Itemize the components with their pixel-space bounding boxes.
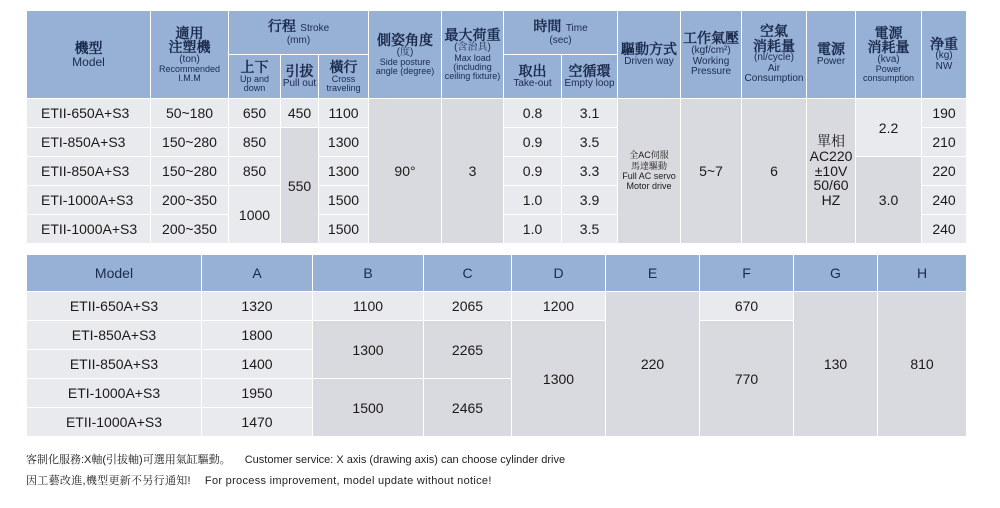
imm-cell: 50~180 bbox=[151, 99, 229, 128]
header-imm: 適用 注塑機 (ton) Recommended I.M.M bbox=[151, 11, 229, 99]
dim-model-cell: ETII-850A+S3 bbox=[27, 350, 202, 379]
dim-a-cell: 1950 bbox=[202, 379, 313, 408]
drive-en: Full AC servo Motor drive bbox=[622, 171, 676, 192]
weight-cell: 220 bbox=[922, 157, 967, 186]
header-drive: 驅動方式 Driven way bbox=[618, 11, 681, 99]
takeout-cell: 0.9 bbox=[504, 157, 562, 186]
dim-f-cell: 770 bbox=[700, 321, 794, 437]
header-pressure: 工作氣壓 (kgf/cm²) Working Pressure bbox=[681, 11, 742, 99]
takeout-cell: 0.9 bbox=[504, 128, 562, 157]
posture-cell: 90° bbox=[369, 99, 442, 244]
model-cell: ETII-850A+S3 bbox=[27, 157, 151, 186]
dim-d-cell: 1200 bbox=[512, 292, 606, 321]
dim-header-g: G bbox=[794, 255, 878, 292]
header-updown: 上下 Up and down bbox=[229, 55, 281, 99]
dim-b-cell: 1100 bbox=[313, 292, 424, 321]
dim-header-c: C bbox=[424, 255, 512, 292]
dim-a-cell: 1400 bbox=[202, 350, 313, 379]
updown-cell: 1000 bbox=[229, 186, 281, 244]
cross-cell: 1100 bbox=[319, 99, 369, 128]
weight-cell: 240 bbox=[922, 186, 967, 215]
dim-model-cell: ETI-1000A+S3 bbox=[27, 379, 202, 408]
dim-g-cell: 130 bbox=[794, 292, 878, 437]
dim-header-e: E bbox=[606, 255, 700, 292]
pullout-cell: 450 bbox=[281, 99, 319, 128]
header-air: 空氣 消耗量 (nl/cycle) Air Consumption bbox=[742, 11, 807, 99]
cross-cell: 1300 bbox=[319, 128, 369, 157]
header-posture: 側姿角度 (度) Side posture angle (degree) bbox=[369, 11, 442, 99]
imm-cell: 150~280 bbox=[151, 157, 229, 186]
cross-cell: 1300 bbox=[319, 157, 369, 186]
header-weight: 浄重 (kg) NW bbox=[922, 11, 967, 99]
dim-f-cell: 670 bbox=[700, 292, 794, 321]
header-takeout: 取出 Take-out bbox=[504, 55, 562, 99]
dim-b-cell: 1300 bbox=[313, 321, 424, 379]
power-cell: 單相 AC220 ±10V 50/60 HZ bbox=[807, 99, 856, 244]
powercons-cell: 2.2 bbox=[856, 99, 922, 157]
note-custom-service bbox=[26, 451, 565, 467]
dim-header-a: A bbox=[202, 255, 313, 292]
header-pullout: 引拔 Pull out bbox=[281, 55, 319, 99]
spec-table bbox=[26, 10, 967, 244]
model-cell: ETI-1000A+S3 bbox=[27, 186, 151, 215]
takeout-cell: 1.0 bbox=[504, 215, 562, 244]
dim-model-cell: ETII-1000A+S3 bbox=[27, 408, 202, 437]
dim-header-b: B bbox=[313, 255, 424, 292]
header-maxload: 最大荷重 (含治具) Max load (including ceiling fixture) bbox=[442, 11, 504, 99]
note-update-notice bbox=[26, 472, 492, 488]
drive-cn: 全AC伺服 馬達驅動 bbox=[629, 150, 669, 171]
header-cross: 橫行 Cross traveling bbox=[319, 55, 369, 99]
header-model: 機型 Model bbox=[27, 11, 151, 99]
dim-a-cell: 1470 bbox=[202, 408, 313, 437]
dim-b-cell: 1500 bbox=[313, 379, 424, 437]
dim-c-cell: 2065 bbox=[424, 292, 512, 321]
cross-cell: 1500 bbox=[319, 215, 369, 244]
header-power: 電源 Power bbox=[807, 11, 856, 99]
dim-h-cell: 810 bbox=[878, 292, 967, 437]
updown-cell: 850 bbox=[229, 157, 281, 186]
imm-cell: 200~350 bbox=[151, 215, 229, 244]
air-cell: 6 bbox=[742, 99, 807, 244]
loop-cell: 3.9 bbox=[562, 186, 618, 215]
dim-model-cell: ETII-650A+S3 bbox=[27, 292, 202, 321]
header-stroke: 行程 Stroke (mm) bbox=[229, 11, 369, 55]
dim-header-f: F bbox=[700, 255, 794, 292]
pullout-cell: 550 bbox=[281, 128, 319, 244]
loop-cell: 3.1 bbox=[562, 99, 618, 128]
weight-cell: 210 bbox=[922, 128, 967, 157]
dim-header-model: Model bbox=[27, 255, 202, 292]
powercons-cell: 3.0 bbox=[856, 157, 922, 244]
header-time: 時間 Time (sec) bbox=[504, 11, 618, 55]
loop-cell: 3.5 bbox=[562, 215, 618, 244]
imm-cell: 150~280 bbox=[151, 128, 229, 157]
note-update-notice-cn: 因工藝改進,機型更新不另行通知! bbox=[26, 475, 191, 487]
model-cell: ETI-850A+S3 bbox=[27, 128, 151, 157]
maxload-cell: 3 bbox=[442, 99, 504, 244]
loop-cell: 3.5 bbox=[562, 128, 618, 157]
dim-d-cell: 1300 bbox=[512, 321, 606, 437]
dim-a-cell: 1800 bbox=[202, 321, 313, 350]
dim-header-d: D bbox=[512, 255, 606, 292]
dimension-table bbox=[26, 254, 967, 437]
weight-cell: 190 bbox=[922, 99, 967, 128]
model-cell: ETII-650A+S3 bbox=[27, 99, 151, 128]
spec-row bbox=[27, 99, 967, 128]
note-custom-service-en: Customer service: X axis (drawing axis) can choose cylinder drive bbox=[244, 454, 566, 466]
dim-model-cell: ETI-850A+S3 bbox=[27, 321, 202, 350]
loop-cell: 3.3 bbox=[562, 157, 618, 186]
dim-c-cell: 2465 bbox=[424, 379, 512, 437]
pressure-cell: 5~7 bbox=[681, 99, 742, 244]
dim-e-cell: 220 bbox=[606, 292, 700, 437]
dim-a-cell: 1320 bbox=[202, 292, 313, 321]
dim-header-h: H bbox=[878, 255, 967, 292]
drive-cell bbox=[618, 99, 681, 244]
cross-cell: 1500 bbox=[319, 186, 369, 215]
dim-c-cell: 2265 bbox=[424, 321, 512, 379]
header-loop: 空循環 Empty loop bbox=[562, 55, 618, 99]
updown-cell: 850 bbox=[229, 128, 281, 157]
header-powercons: 電源 消耗量 (kva) Power consumption bbox=[856, 11, 922, 99]
dim-row bbox=[27, 292, 967, 321]
note-custom-service-cn: 客制化服務:X軸(引拔軸)可選用氣缸驅動。 bbox=[26, 454, 231, 466]
weight-cell: 240 bbox=[922, 215, 967, 244]
updown-cell: 650 bbox=[229, 99, 281, 128]
note-update-notice-en: For process improvement, model update without notice! bbox=[204, 475, 492, 487]
model-cell: ETII-1000A+S3 bbox=[27, 215, 151, 244]
imm-cell: 200~350 bbox=[151, 186, 229, 215]
takeout-cell: 1.0 bbox=[504, 186, 562, 215]
takeout-cell: 0.8 bbox=[504, 99, 562, 128]
